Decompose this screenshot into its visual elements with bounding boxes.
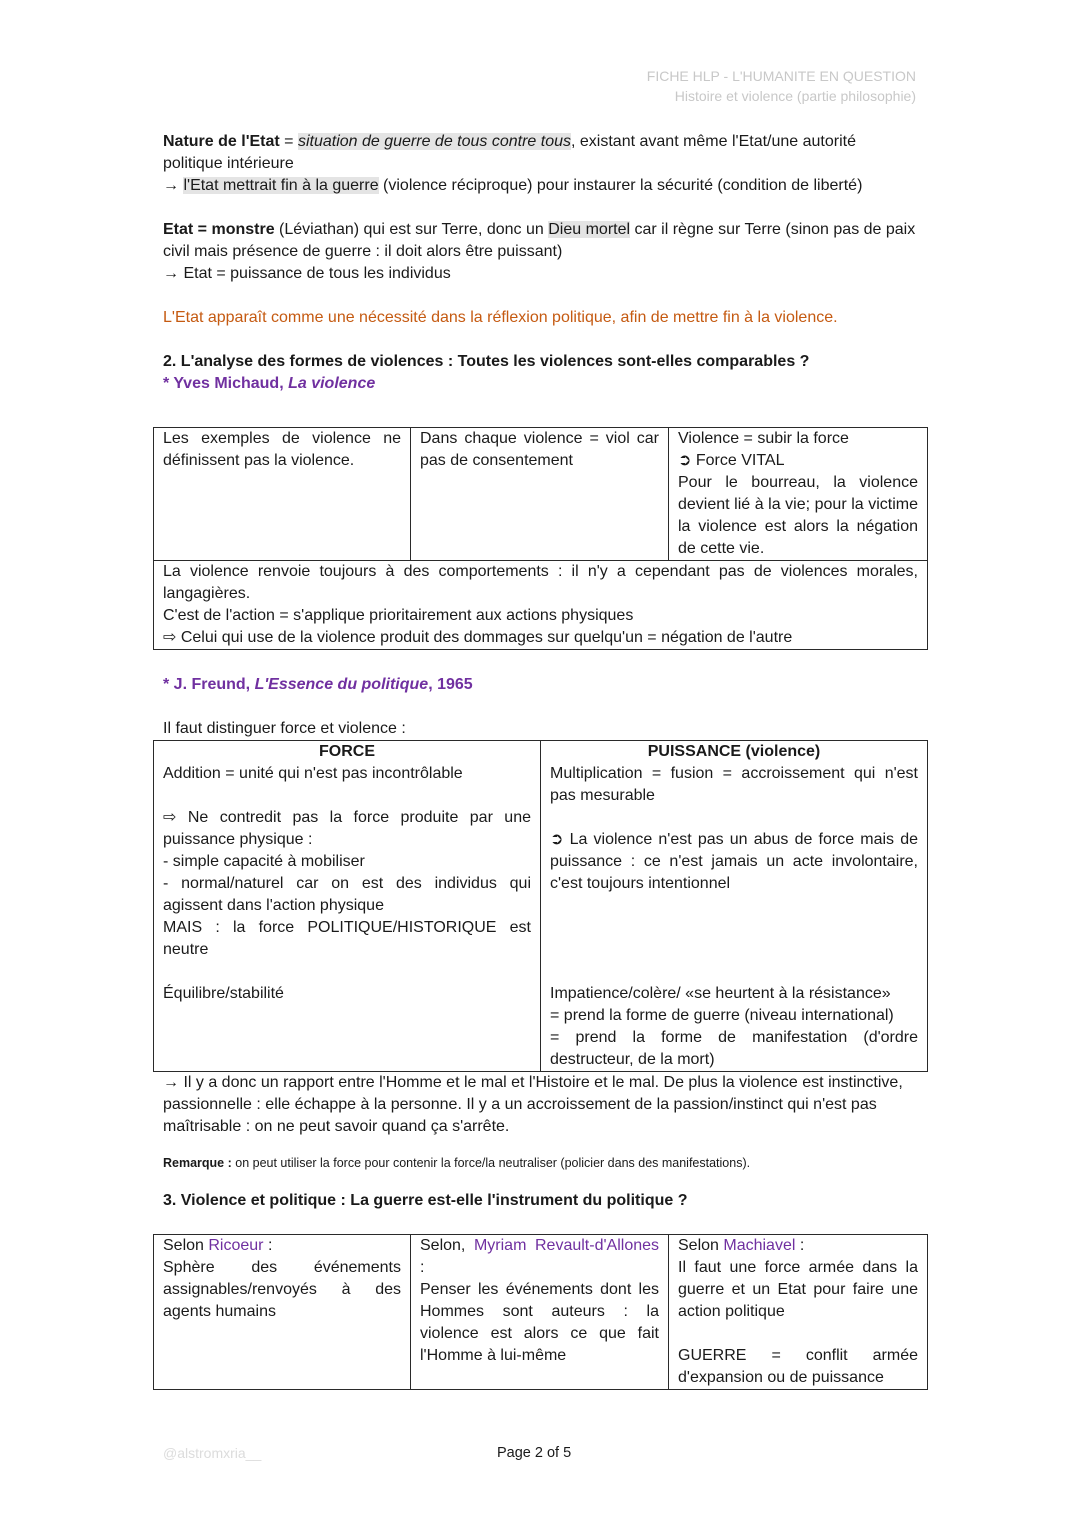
work-title: L'Essence du politique bbox=[254, 676, 429, 693]
intro-paragraph-3 bbox=[163, 219, 918, 263]
highlighted-phrase: Dieu mortel bbox=[548, 221, 631, 238]
author-name: * Yves Michaud, bbox=[163, 375, 289, 392]
cell-line bbox=[420, 1235, 659, 1279]
text-run: Selon bbox=[163, 1237, 209, 1254]
cell-line: ➲ La violence n'est pas un abus de force mais de puissance : ce n'est jamais un acte involontaire, c'est toujours intentionnel bbox=[550, 831, 918, 892]
bold-term: Etat = monstre bbox=[163, 221, 275, 238]
bold-term: Nature de l'Etat bbox=[163, 133, 280, 150]
cell-line: Violence = subir la force bbox=[678, 430, 849, 447]
cell-line: La violence renvoie toujours à des comportements : il n'y a cependant pas de violences morales, langagières. bbox=[163, 563, 918, 602]
table-cell: Dans chaque violence = viol car pas de consentement bbox=[411, 428, 669, 561]
table-row bbox=[154, 1235, 928, 1390]
cell-line bbox=[678, 1235, 918, 1257]
text-run: , existant avant même l'Etat/une autorité politique intérieure bbox=[163, 133, 856, 172]
text-run: : bbox=[795, 1237, 805, 1254]
text-run: : bbox=[420, 1259, 425, 1276]
cell-line: ⇨ Celui qui use de la violence produit des dommages sur quelqu'un = négation de l'autre bbox=[163, 629, 793, 646]
intro-paragraph-4: → Etat = puissance de tous les individus bbox=[163, 265, 451, 282]
machiavel-cell bbox=[669, 1235, 928, 1390]
section-2-title: 2. L'analyse des formes de violences : Toutes les violences sont-elles comparables ? bbox=[163, 353, 810, 370]
header-subtitle: Histoire et violence (partie philosophie) bbox=[674, 88, 916, 104]
michaud-table bbox=[153, 427, 928, 650]
column-heading: PUISSANCE (violence) bbox=[647, 743, 821, 760]
arrow-glyph: → bbox=[163, 177, 184, 194]
author-handle: @alstromxria__ bbox=[163, 1445, 262, 1461]
author-freund bbox=[163, 674, 918, 696]
text-run: Selon, bbox=[420, 1237, 474, 1254]
author-name: Ricoeur bbox=[208, 1237, 264, 1254]
conclusion-paragraph: → Il y a donc un rapport entre l'Homme et le mal et l'Histoire et le mal. De plus la violence est instinctive, passionnelle : elle échappe à la personne. Il y a un accroissement de la passion/instinct qui n'est pas maîtrisable : on ne peut savoir quand ça s'arrête. bbox=[163, 1074, 903, 1135]
text-run: (violence réciproque) pour instaurer la sécurité (condition de liberté) bbox=[378, 177, 863, 194]
cell-line: MAIS : la force POLITIQUE/HISTORIQUE est neutre bbox=[163, 919, 531, 958]
author-name: Myriam Revault-d'Allones bbox=[473, 1237, 660, 1254]
cell-line: Impatience/colère/ «se heurtent à la résistance» bbox=[550, 985, 891, 1002]
text-run: : bbox=[263, 1237, 273, 1254]
remark bbox=[163, 1154, 918, 1172]
text-run: on peut utiliser la force pour contenir la force/la neutraliser (policier dans des manifestations). bbox=[231, 1156, 751, 1170]
table-row bbox=[154, 428, 928, 561]
table-cell: Les exemples de violence ne définissent pas la violence. bbox=[154, 428, 411, 561]
cell-line: C'est de l'action = s'applique prioritairement aux actions physiques bbox=[163, 607, 634, 624]
cell-line: - simple capacité à mobiliser bbox=[163, 853, 365, 870]
page-header bbox=[647, 66, 916, 106]
cell-line: Il faut une force armée dans la guerre et un Etat pour faire une action politique bbox=[678, 1259, 918, 1320]
ricoeur-cell bbox=[154, 1235, 411, 1390]
author-name: * J. Freund, bbox=[163, 676, 255, 693]
cell-line: GUERRE = conflit armée d'expansion ou de puissance bbox=[678, 1347, 918, 1386]
cell-line: ➲ Force VITAL bbox=[678, 452, 785, 469]
work-title: La violence bbox=[288, 375, 376, 392]
cell-line: = prend la forme de guerre (niveau international) bbox=[550, 1007, 894, 1024]
cell-line: Penser les événements dont les Hommes sont auteurs : la violence est alors ce que fait l'Homme à lui-même bbox=[420, 1281, 659, 1364]
cell-line: - normal/naturel car on est des individus qui agissent dans l'action physique bbox=[163, 875, 531, 914]
text-run: car il règne sur Terre (sinon pas de paix civil mais présence de guerre : il doit alors être puissant) bbox=[163, 221, 916, 260]
revault-cell bbox=[411, 1235, 669, 1390]
remark-label: Remarque : bbox=[163, 1156, 232, 1170]
authors-table bbox=[153, 1234, 928, 1390]
column-heading: FORCE bbox=[319, 743, 375, 760]
cell-line: ⇨ Ne contredit pas la force produite par une puissance physique : bbox=[163, 809, 531, 848]
document-body bbox=[163, 131, 918, 1390]
cell-line bbox=[163, 1235, 401, 1257]
cell-line: Équilibre/stabilité bbox=[163, 985, 284, 1002]
cell-line: = prend la forme de manifestation (d'ordre destructeur, de la mort) bbox=[550, 1029, 918, 1068]
table-row bbox=[154, 561, 928, 650]
force-column bbox=[154, 741, 541, 1072]
page-number: Page 2 of 5 bbox=[497, 1445, 572, 1461]
work-year: , 1965 bbox=[428, 676, 473, 693]
cell-line: Multiplication = fusion = accroissement qui n'est pas mesurable bbox=[550, 765, 918, 804]
puissance-column bbox=[541, 741, 928, 1072]
cell-line: Sphère des événements assignables/renvoyés à des agents humains bbox=[163, 1259, 401, 1320]
table-row bbox=[154, 741, 928, 1072]
distinguish-line: Il faut distinguer force et violence : bbox=[163, 720, 406, 737]
highlighted-phrase: situation de guerre de tous contre tous bbox=[297, 133, 572, 150]
highlighted-phrase: l'Etat mettrait fin à la guerre bbox=[183, 177, 379, 194]
force-puissance-table bbox=[153, 740, 928, 1072]
intro-paragraph-1 bbox=[163, 131, 918, 175]
cell-line: Addition = unité qui n'est pas incontrôlable bbox=[163, 765, 463, 782]
text-run: Selon bbox=[678, 1237, 724, 1254]
header-title: FICHE HLP - L'HUMANITE EN QUESTION bbox=[646, 68, 916, 84]
author-name: Machiavel bbox=[723, 1237, 796, 1254]
cell-line: Pour le bourreau, la violence devient lié à la vie; pour la victime la violence est alors la négation de cette vie. bbox=[678, 474, 918, 557]
section-3-title: 3. Violence et politique : La guerre est-elle l'instrument du politique ? bbox=[163, 1192, 688, 1209]
intro-paragraph-2 bbox=[163, 175, 918, 197]
table-cell bbox=[154, 561, 928, 650]
orange-conclusion: L'Etat apparaît comme une nécessité dans la réflexion politique, afin de mettre fin à la violence. bbox=[163, 309, 838, 326]
author-michaud bbox=[163, 373, 918, 395]
text-run: = bbox=[279, 133, 298, 150]
text-run: (Léviathan) qui est sur Terre, donc un bbox=[274, 221, 549, 238]
table-cell bbox=[669, 428, 928, 561]
